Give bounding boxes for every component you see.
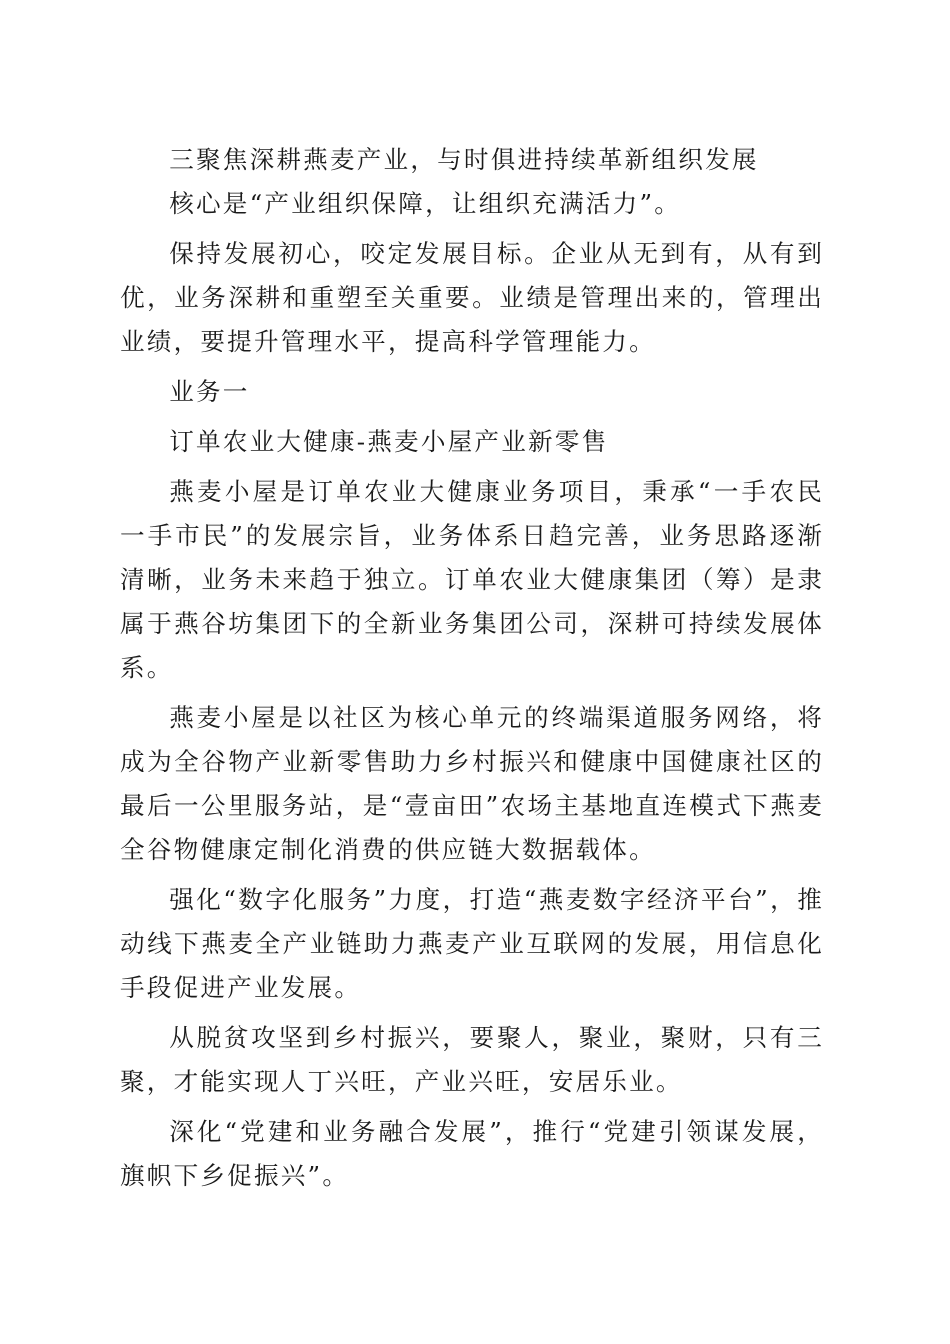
paragraph-oat-house-2: 燕麦小屋是以社区为核心单元的终端渠道服务网络，将成为全谷物产业新零售助力乡村振兴和健康中国健康社区的最后一公里服务站，是“壹亩田”农场主基地直连模式下燕麦全谷物健康定制化消费的供应链大数据载体。 bbox=[120, 703, 824, 864]
paragraph-digital: 强化“数字化服务”力度，打造“燕麦数字经济平台”，推动线下燕麦全产业链助力燕麦产业互联网的发展，用信息化手段促进产业发展。 bbox=[120, 885, 824, 1002]
paragraph-goal: 保持发展初心，咬定发展目标。企业从无到有，从有到优，业务深耕和重塑至关重要。业绩是管理出来的，管理出业绩，要提升管理水平，提高科学管理能力。 bbox=[120, 239, 824, 356]
paragraph-party-building: 深化“党建和业务融合发展”，推行“党建引领谋发展，旗帜下乡促振兴”。 bbox=[120, 1117, 824, 1190]
paragraph-oat-house-1: 燕麦小屋是订单农业大健康业务项目，秉承“一手农民一手市民”的发展宗旨，业务体系日趋完善，业务思路逐渐清晰，业务未来趋于独立。订单农业大健康集团（筹）是隶属于燕谷坊集团下的全新业务集团公司，深耕可持续发展体系。 bbox=[120, 477, 824, 682]
business-title: 订单农业大健康-燕麦小屋产业新零售 bbox=[169, 427, 609, 456]
paragraph-revitalization: 从脱贫攻坚到乡村振兴，要聚人，聚业，聚财，只有三聚，才能实现人丁兴旺，产业兴旺，安居乐业。 bbox=[120, 1023, 824, 1096]
section-heading: 三聚焦深耕燕麦产业，与时俱进持续革新组织发展 bbox=[169, 145, 759, 174]
document-body bbox=[120, 138, 824, 1198]
business-label: 业务一 bbox=[169, 377, 250, 406]
paragraph-core: 核心是“产业组织保障，让组织充满活力”。 bbox=[169, 189, 682, 218]
